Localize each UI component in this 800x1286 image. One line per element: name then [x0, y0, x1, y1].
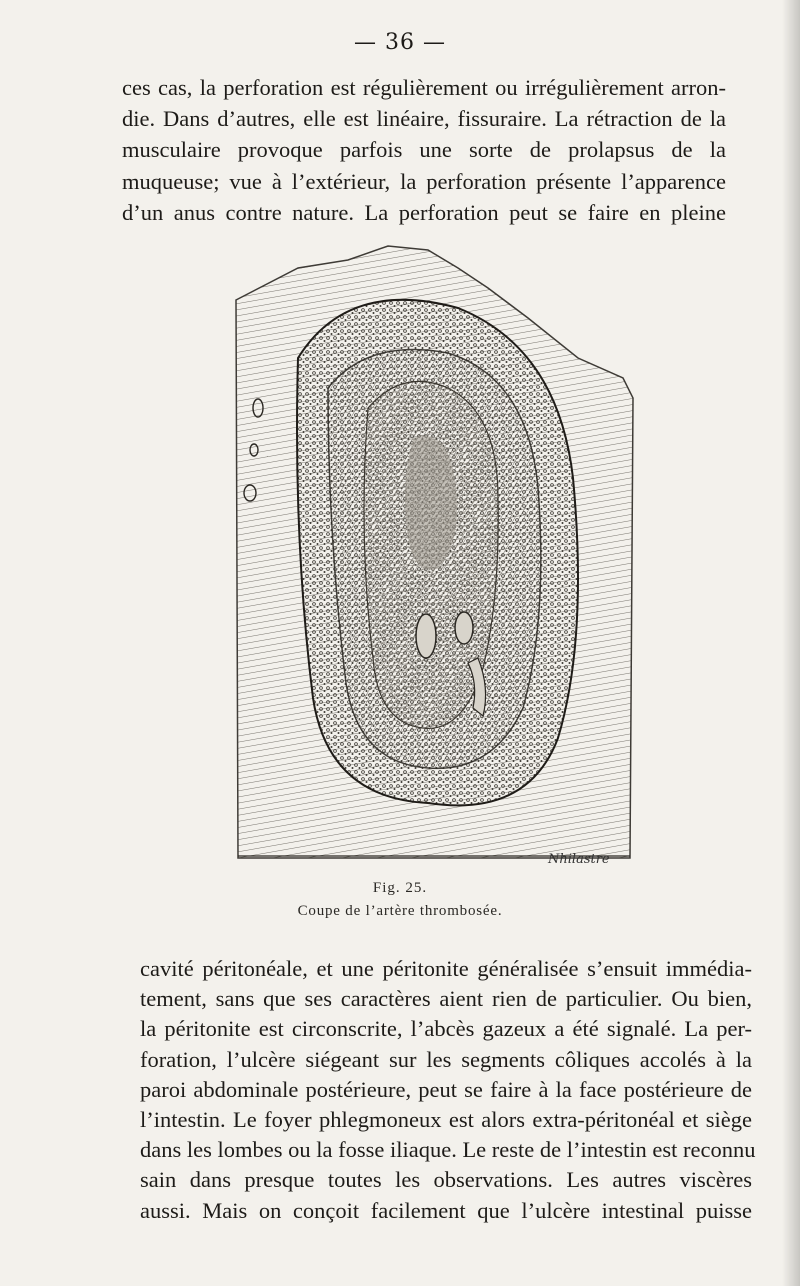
page-number: — 36 — — [354, 30, 446, 55]
artery-section-illustration — [228, 238, 648, 866]
text-line: musculaire provoque parfois une sorte de prolapsus de la — [122, 137, 726, 163]
figure-caption: Coupe de l’artère thrombosée. — [297, 903, 503, 919]
text-line: paroi abdominale postérieure, peut se faire à la face postérieure de — [140, 1076, 752, 1102]
text-line: muqueuse; vue à l’extérieur, la perforation présente l’apparence — [122, 168, 726, 194]
figure-label: Fig. 25. — [372, 880, 428, 896]
text-line: d’un anus contre nature. La perforation peut se faire en pleine — [122, 199, 726, 225]
illustrator-signature: Nhilastre — [548, 852, 610, 867]
text-line: die. Dans d’autres, elle est linéaire, fissuraire. La rétraction de la — [122, 106, 726, 132]
text-line: dans les lombes ou la fosse iliaque. Le reste de l’intestin est reconnu — [140, 1137, 756, 1163]
page-gutter-shadow — [782, 0, 800, 1286]
text-line: tement, sans que ses caractères aient rien de particulier. Ou bien, — [140, 986, 752, 1012]
text-line: la péritonite est circonscrite, l’abcès gazeux a été signalé. La per- — [140, 1016, 752, 1042]
text-line: foration, l’ulcère siégeant sur les segments côliques accolés à la — [140, 1046, 752, 1072]
text-line: sain dans presque toutes les observations. Les autres viscères — [140, 1167, 752, 1193]
text-line: l’intestin. Le foyer phlegmoneux est alors extra-péritonéal et siège — [140, 1107, 752, 1133]
text-line: ces cas, la perforation est régulièrement ou irrégulièrement arron- — [122, 75, 726, 100]
text-line: aussi. Mais on conçoit facilement que l’ulcère intestinal puisse — [140, 1197, 752, 1223]
paragraph-bottom — [140, 954, 756, 1226]
text-line: cavité péritonéale, et une péritonite généralisée s’ensuit immédia- — [140, 956, 752, 981]
paragraph-top — [122, 72, 726, 228]
